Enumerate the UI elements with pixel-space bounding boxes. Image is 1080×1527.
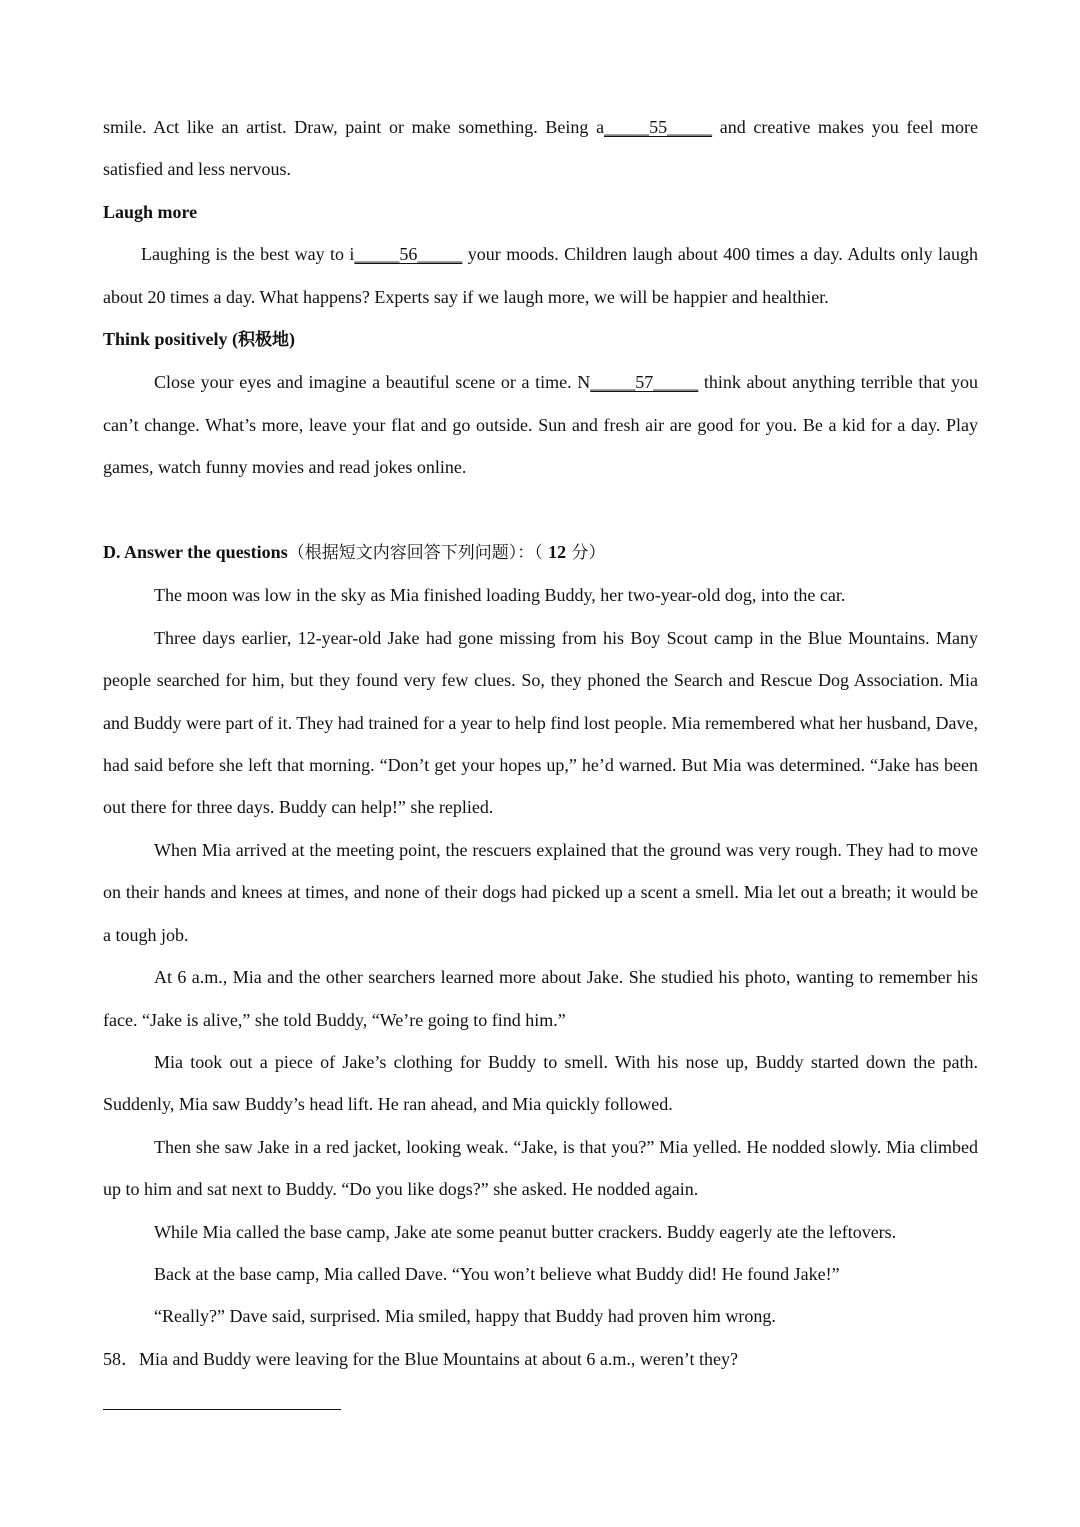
question-58: 58．Mia and Buddy were leaving for the Blue Mountains at about 6 a.m., weren’t they? — [103, 1348, 739, 1369]
spacer — [103, 489, 978, 531]
story-paragraph: “Really?” Dave said, surprised. Mia smiled, happy that Buddy had proven him wrong. — [154, 1306, 776, 1327]
paragraph-think: Close your eyes and imagine a beautiful scene or a time. N_____57_____ think about anything terrible that you can’t change. What’s more, leave your flat and go outside. Sun and fresh air are good for you. Be a kid for a day. Play games, watch funny movies and read jokes online. — [103, 361, 978, 488]
story-paragraph: Then she saw Jake in a red jacket, looking weak. “Jake, is that you?” Mia yelled. He nodded slowly. Mia climbed up to him and sat next to Buddy. “Do you like dogs?” she asked. He nodded again. — [103, 1136, 978, 1200]
story-paragraph: When Mia arrived at the meeting point, the rescuers explained that the ground was very rough. They had to move on their hands and knees at times, and none of their dogs had picked up a scent a smell. Mia let out a breath; it would be a tough job. — [103, 839, 978, 945]
story-paragraph: Three days earlier, 12-year-old Jake had gone missing from his Boy Scout camp in the Blue Mountains. Many people searched for him, but they found very few clues. So, they phoned the Search and Rescue Dog Association. Mia and Buddy were part of it. They had trained for a year to help find lost people. Mia remembered what her husband, Dave, had said before she left that morning. “Don’t get your hopes up,” he’d warned. But Mia was determined. “Jake has been out there for three days. Buddy can help!” she replied. — [103, 627, 978, 818]
blank-56: _____56_____ — [354, 244, 463, 265]
paragraph-laugh: Laughing is the best way to i_____56_____ your moods. Children laugh about 400 times a day. Adults only laugh about 20 times a day. What happens? Experts say if we laugh more, we will be happier and healthier. — [103, 233, 978, 318]
heading-laugh-more: Laugh more — [103, 201, 198, 222]
story-paragraph: At 6 a.m., Mia and the other searchers learned more about Jake. She studied his photo, wanting to remember his face. “Jake is alive,” she told Buddy, “We’re going to find him.” — [103, 967, 978, 1030]
blank-57: _____57_____ — [590, 372, 699, 393]
story-paragraph: The moon was low in the sky as Mia finished loading Buddy, her two-year-old dog, into the car. — [154, 585, 846, 606]
story-paragraph: Mia took out a piece of Jake’s clothing for Buddy to smell. With his nose up, Buddy started down the path. Suddenly, Mia saw Buddy’s head lift. He ran ahead, and Mia quickly followed. — [103, 1051, 978, 1115]
worksheet-page — [103, 106, 978, 1410]
paragraph-artist: smile. Act like an artist. Draw, paint or make something. Being a_____55_____ and creative makes you feel more satisfied and less nervous. — [103, 106, 978, 191]
answer-line-58[interactable] — [103, 1409, 341, 1410]
story-paragraph: Back at the base camp, Mia called Dave. “You won’t believe what Buddy did! He found Jake!” — [154, 1263, 840, 1284]
story-paragraph: While Mia called the base camp, Jake ate some peanut butter crackers. Buddy eagerly ate the leftovers. — [154, 1221, 897, 1242]
heading-think-positively: Think positively (积极地) — [103, 329, 296, 351]
blank-55: _____55_____ — [604, 117, 713, 137]
section-d-title: D. Answer the questions（根据短文内容回答下列问题）：（ 12 分） — [103, 542, 606, 564]
